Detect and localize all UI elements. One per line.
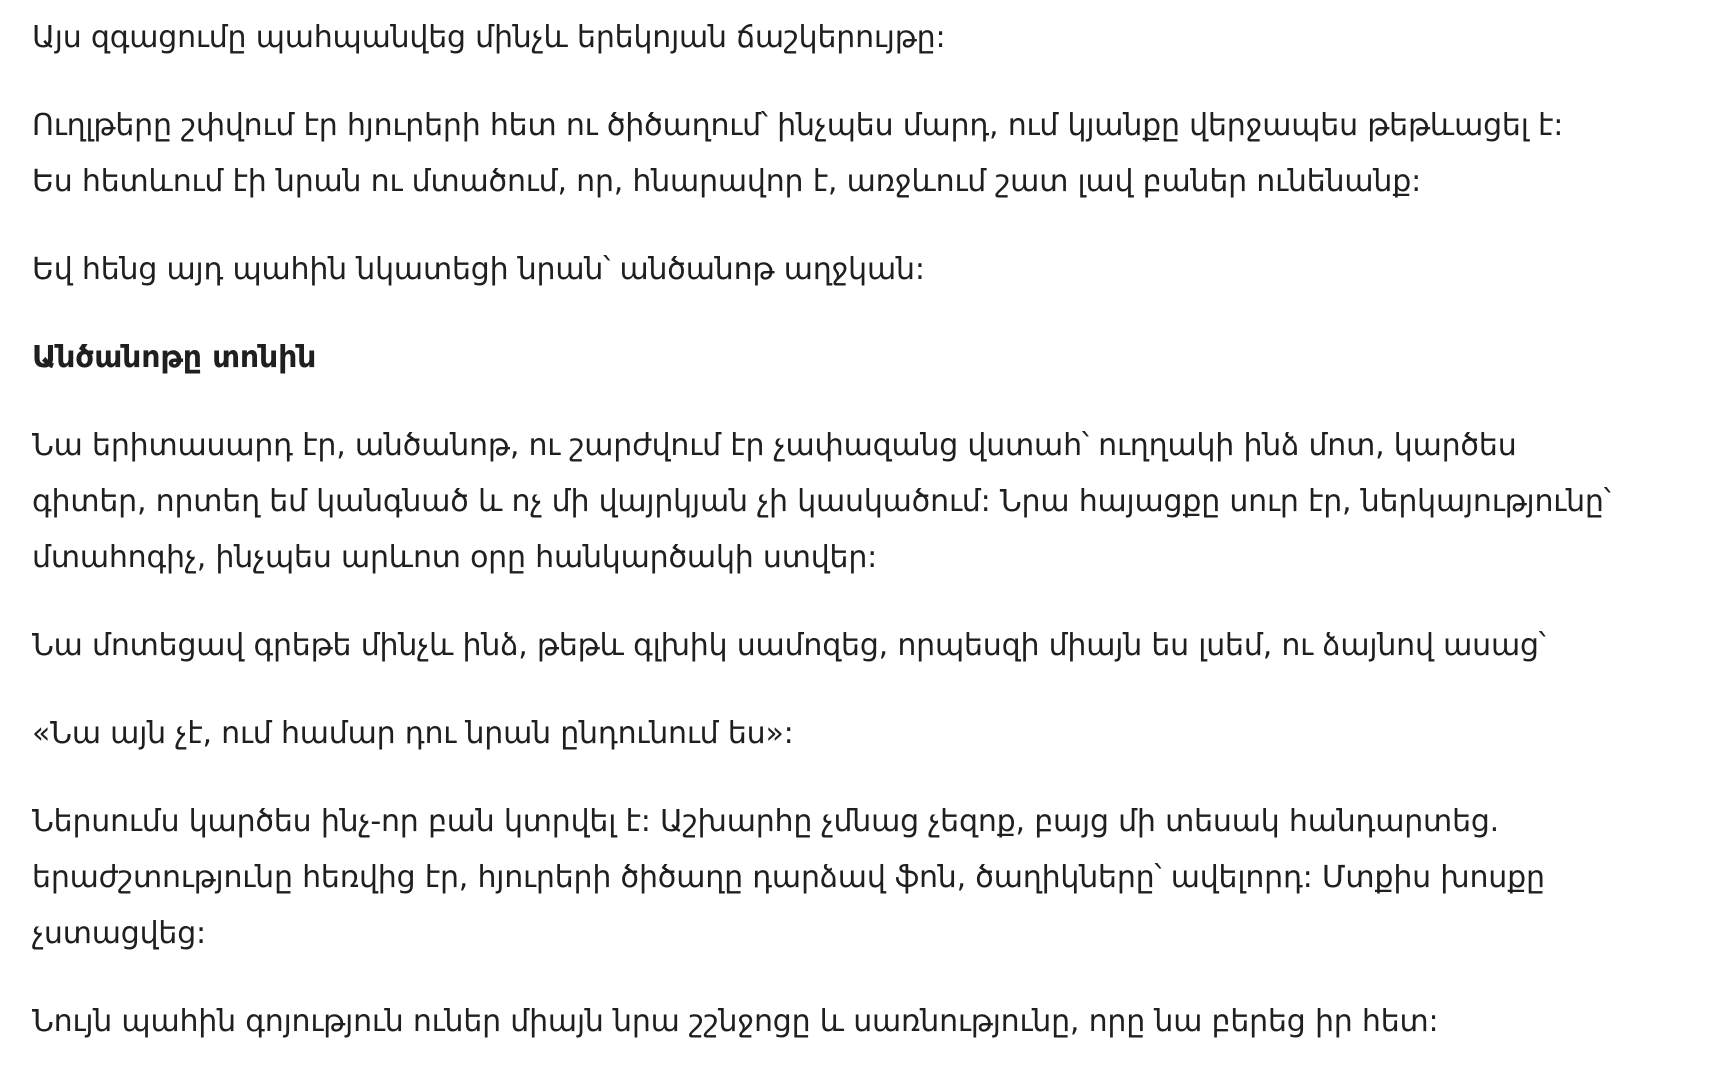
paragraph-5 [32,618,1672,674]
article-body [32,10,1672,1082]
paragraph-1 [32,10,1672,66]
paragraph-line: «Նա այն չէ, ում համար դու նրան ընդունում ես»: [32,716,794,751]
paragraph-line: երաժշտությունը հեռվից էր, հյուրերի ծիծաղը դարձավ ֆոն, ծաղիկները՝ ավելորդ: Մտքիս խոսքը [32,860,1545,895]
paragraph-7 [32,794,1672,962]
paragraph-line: Ուղլթերը շփվում էր հյուրերի հետ ու ծիծաղում՝ ինչպես մարդ, ում կյանքը վերջապես թեթևացել է: [32,108,1564,143]
paragraph-6-quote [32,706,1672,762]
paragraph-line: մտահոգիչ, ինչպես արևոտ օրը հանկարծակի ստվեր: [32,540,878,575]
paragraph-line: Նա մոտեցավ գրեթե մինչև ինձ, թեթև գլխիկ սամոզեց, որպեսզի միայն ես լսեմ, ու ձայնով ասաց՝ [32,628,1546,663]
section-heading: Անծանոթը տոնին [32,340,317,375]
paragraph-line: գիտեր, որտեղ եմ կանգնած և ոչ մի վայրկյան չի կասկածում: Նրա հայացքը սուր էր, ներկայությունը՝ [32,484,1611,519]
paragraph-2 [32,98,1672,210]
paragraph-line: Նա երիտասարդ էր, անծանոթ, ու շարժվում էր չափազանց վստահ՝ ուղղակի ինձ մոտ, կարծես [32,428,1517,463]
paragraph-4 [32,418,1672,586]
paragraph-line: Ես հետևում էի նրան ու մտածում, որ, հնարավոր է, առջևում շատ լավ բաներ ունենանք: [32,164,1422,199]
paragraph-line: Այս զգացումը պահպանվեց մինչև երեկոյան ճաշկերույթը: [32,20,946,55]
paragraph-line: չստացվեց: [32,916,206,951]
paragraph-line: Ներսումս կարծես ինչ-որ բան կտրվել է: Աշխարհը չմնաց չեզոք, բայց մի տեսակ հանդարտեց. [32,804,1500,839]
paragraph-8 [32,994,1672,1050]
paragraph-line: Նույն պահին գոյություն ուներ միայն նրա շշնջոցը և սառնությունը, որը նա բերեց իր հետ: [32,1004,1439,1039]
paragraph-line: Եվ հենց այդ պահին նկատեցի նրան՝ անծանոթ աղջկան: [32,252,925,287]
paragraph-3 [32,242,1672,298]
